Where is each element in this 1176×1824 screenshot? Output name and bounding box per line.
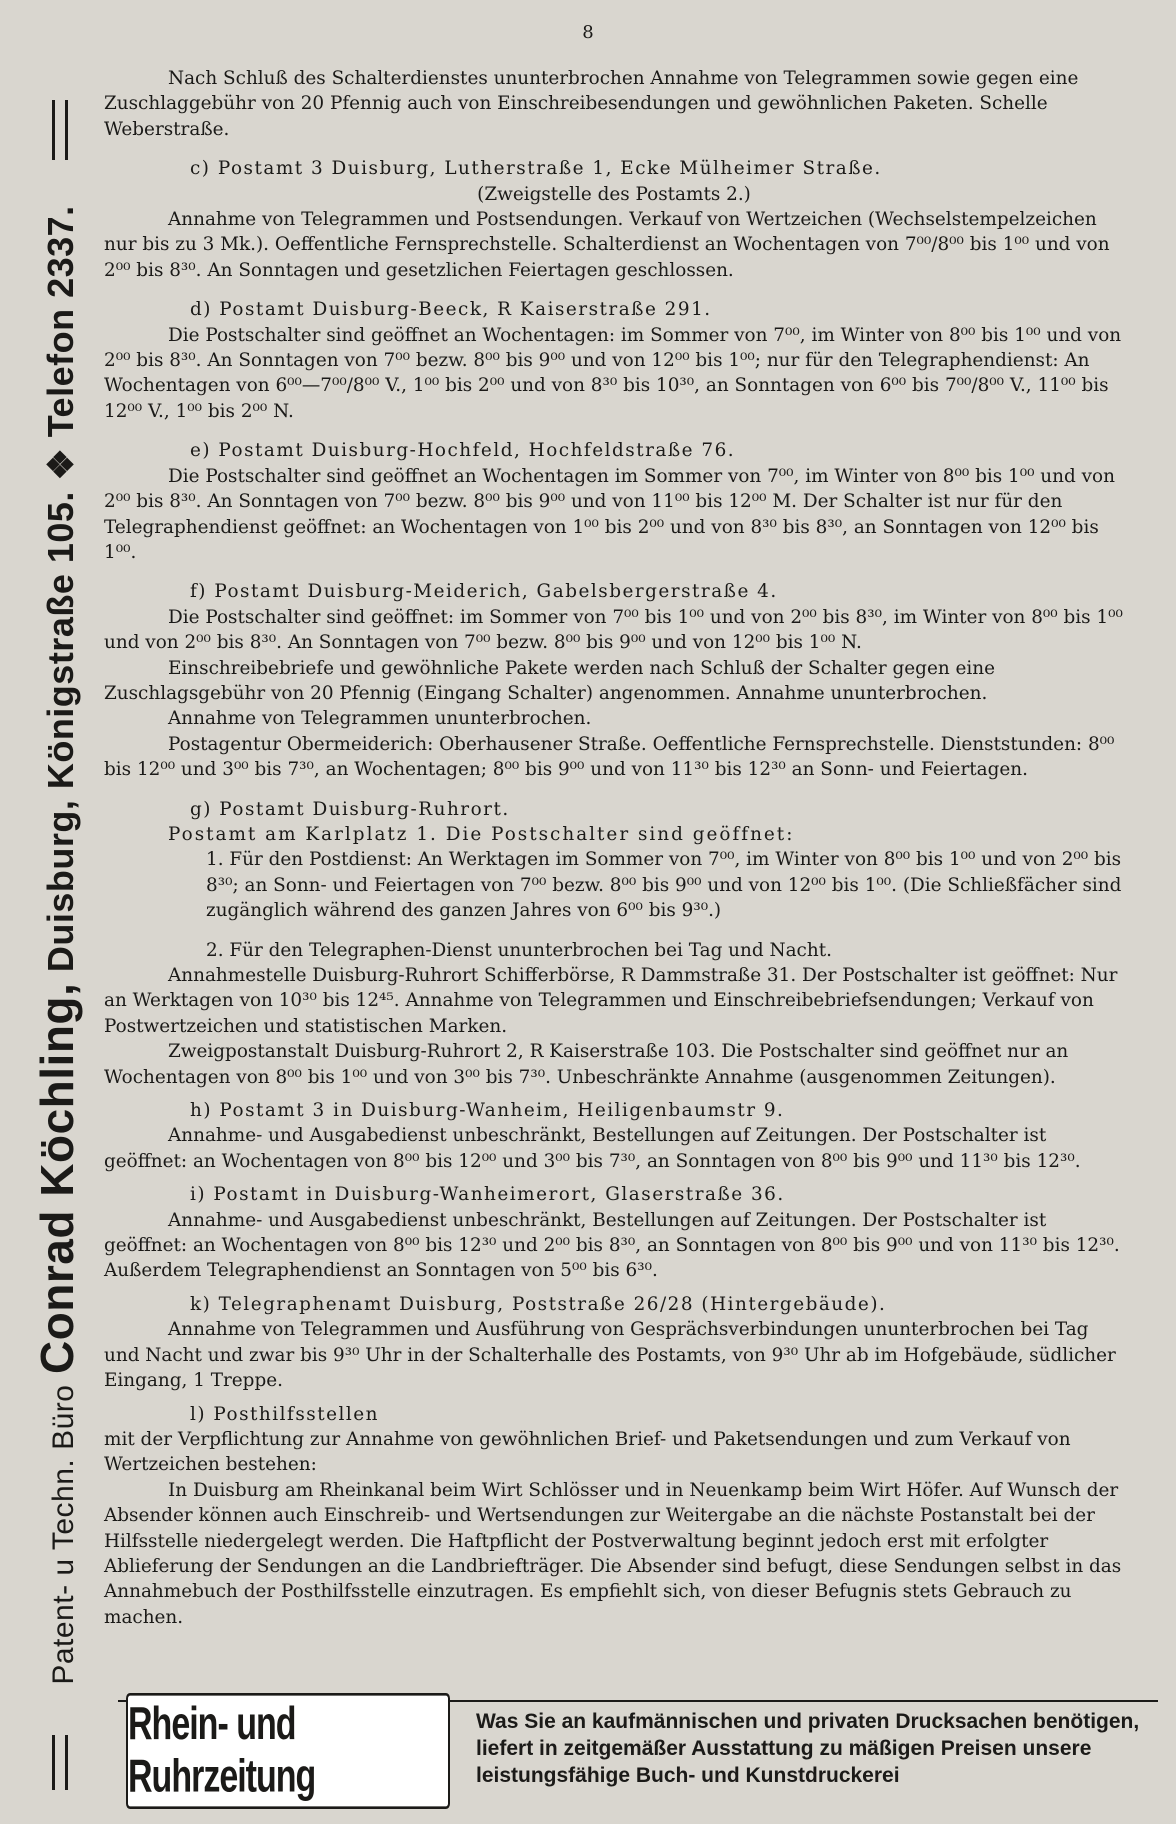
heading-f: f) Postamt Duisburg-Meiderich, Gabelsbergerstraße 4. [190,581,778,603]
heading-h: h) Postamt 3 in Duisburg-Wanheim, Heiligenbaumstr 9. [190,1100,785,1122]
paragraph-h: Annahme- und Ausgabedienst unbeschränkt, Bestellungen auf Zeitungen. Der Postschalter ist geöffnet: an Wochentagen von 8⁰⁰ bis 12⁰⁰ und 3⁰⁰ bis 7³⁰, an Sonntagen von 8⁰⁰ bis 9⁰⁰ und 11³⁰ bis 12³⁰. [104,1125,1081,1172]
heading-c: c) Postamt 3 Duisburg, Lutherstraße 1, Ecke Mülheimer Straße. [190,158,882,180]
advertisement-slogan: Was Sie an kaufmännischen und privaten Drucksachen benötigen, liefert in zeitgemäßer Ausstattung zu mäßigen Preisen unsere leistungsfähige Buch- und Kunstdruckerei [476,1710,1140,1787]
paragraph-g-2: Annahmestelle Duisburg-Ruhrort Schifferbörse, R Dammstraße 31. Der Postschalter ist geöffnet: Nur an Werktagen von 10³⁰ bis 12⁴⁵. Annahme von Telegrammen und Einschreibebriefsendungen; Verkauf von Postwertzeichen und statistischen Marken. [104,965,1118,1037]
heading-k: k) Telegraphenamt Duisburg, Poststraße 26/28 (Hintergebäude). [190,1293,887,1315]
paragraph-f-4: Postagentur Obermeiderich: Oberhausener Straße. Oeffentliche Fernsprechstelle. Dienststunden: 8⁰⁰ bis 12⁰⁰ und 3⁰⁰ bis 7³⁰, an Wochentagen; 8⁰⁰ bis 9⁰⁰ und von 11³⁰ bis 12³⁰ an Sonn- und Feiertagen. [104,733,1115,781]
main-text [104,66,1124,1630]
paragraph-c: Annahme von Telegrammen und Postsendungen. Verkauf von Wertzeichen (Wechselstempelzeichen nur bis zu 3 Mk.). Oeffentliche Fernsprechstelle. Schalterdienst an Wochentagen von 7⁰⁰/8⁰⁰ bis 1⁰⁰ und von 2⁰⁰ bis 8³⁰. An Sonntagen und gesetzlichen Feiertagen geschlossen. [104,209,1110,281]
side-rule-bottom [52,1735,68,1790]
side-rule-top [52,100,68,160]
subheading-c: (Zweigstelle des Postamts 2.) [477,183,751,205]
bottom-advertisement [118,1698,1158,1803]
paragraph-k: Annahme von Telegrammen und Ausführung von Gesprächsverbindungen ununterbrochen bei Tag und Nacht und zwar bis 9³⁰ Uhr in der Schalterhalle des Postamts, von 9³⁰ Uhr ab im Hofgebäude, südlicher Eingang, 1 Treppe. [104,1319,1116,1392]
paragraph-g-3: Zweigpostanstalt Duisburg-Ruhrort 2, R Kaiserstraße 103. Die Postschalter sind geöffnet nur an Wochentagen von 8⁰⁰ bis 1⁰⁰ und von 3⁰⁰ bis 7³⁰. Unbeschränkte Annahme (ausgenommen Zeitungen). [104,1041,1069,1088]
side-ad-separator: ❖ [40,447,81,481]
heading-l: l) Posthilfsstellen [190,1403,379,1425]
heading-i: i) Postamt in Duisburg-Wanheimerort, Glaserstraße 36. [190,1184,785,1206]
list-item-g-1: 1. Für den Postdienst: An Werktagen im Sommer von 7⁰⁰, im Winter von 8⁰⁰ bis 1⁰⁰ und von 2⁰⁰ bis 8³⁰; an Sonn- und Feiertagen von 7⁰⁰ bezw. 8⁰⁰ bis 9⁰⁰ und von 12⁰⁰ bis 1⁰⁰. (Die Schließfächer sind zugänglich während des ganzen Jahres von 6⁰⁰ bis 9³⁰.) [206,849,1122,922]
side-advertisement [22,100,92,1790]
side-ad-text [30,205,84,1684]
list-item-g-2: 2. Für den Telegraphen-Dienst ununterbrochen bei Tag und Nacht. [206,939,832,961]
paragraph-e: Die Postschalter sind geöffnet an Wochentagen im Sommer von 7⁰⁰, im Winter von 8⁰⁰ bis 1⁰⁰ und von 2⁰⁰ bis 8³⁰. An Sonntagen von 7⁰⁰ bezw. 8⁰⁰ bis 9⁰⁰ und von 11⁰⁰ bis 12⁰⁰ M. Der Schalter ist nur für den Telegraphendienst geöffnet: an Wochentagen von 1⁰⁰ bis 2⁰⁰ und von 8³⁰ bis 8³⁰, an Sonntagen von 12⁰⁰ bis 1⁰⁰. [104,465,1115,563]
page-number: 8 [582,22,594,43]
heading-g: g) Postamt Duisburg-Ruhrort. [190,798,510,820]
paragraph-intro: Nach Schluß des Schalterdienstes ununterbrochen Annahme von Telegrammen sowie gegen eine Zuschlaggebühr von 20 Pfennig auch von Einschreibesendungen und gewöhnlichen Paketen. Schelle Weberstraße. [104,68,1079,140]
heading-d: d) Postamt Duisburg-Beeck, R Kaiserstraße 291. [190,299,712,321]
heading-e: e) Postamt Duisburg-Hochfeld, Hochfeldstraße 76. [190,440,736,462]
side-ad-address: Duisburg, Königstraße 105. [40,491,81,973]
paragraph-d: Die Postschalter sind geöffnet an Wochentagen: im Sommer von 7⁰⁰, im Winter von 8⁰⁰ bis 1⁰⁰ und von 2⁰⁰ bis 8³⁰. An Sonntagen von 7⁰⁰ bezw. 8⁰⁰ bis 9⁰⁰ und von 12⁰⁰ bis 1⁰⁰; nur für den Telegraphendienst: An Wochentagen von 6⁰⁰—7⁰⁰/8⁰⁰ V., 1⁰⁰ bis 2⁰⁰ und von 8³⁰ bis 10³⁰, an Sonntagen von 6⁰⁰ bis 7⁰⁰/8⁰⁰ V., 11⁰⁰ bis 12⁰⁰ V., 1⁰⁰ bis 2⁰⁰ N. [104,324,1122,422]
paragraph-f-2: Einschreibebriefe und gewöhnliche Pakete werden nach Schluß der Schalter gegen eine Zuschlagsgebühr von 20 Pfennig (Eingang Schalter) angenommen. Annahme ununterbrochen. [104,657,996,704]
side-ad-name: Conrad Köchling, [31,982,83,1375]
side-ad-office: Patent- u Techn. Büro [47,1384,80,1685]
newspaper-logo: Rhein- und Ruhrzeitung [126,1693,450,1809]
side-ad-phone: Telefon 2337. [40,205,81,438]
paragraph-f-3: Annahme von Telegrammen ununterbrochen. [168,708,592,730]
paragraph-l-2: In Duisburg am Rheinkanal beim Wirt Schlösser und in Neuenkamp beim Wirt Höfer. Auf Wunsch der Absender können auch Einschreib- und Wertsendungen zur Weitergabe an die nächste Postanstalt bei der Hilfsstelle niedergelegt werden. Die Haftpflicht der Postverwaltung beginnt jedoch erst mit erfolgter Ablieferung der Sendungen an die Landbriefträger. Die Absender sind befugt, diese Sendungen selbst in das Annahmebuch der Posthilfsstelle einzutragen. Es empfiehlt sich, von dieser Befugnis stets Gebrauch zu machen. [104,1479,1122,1628]
paragraph-l-1: mit der Verpflichtung zur Annahme von gewöhnlichen Brief- und Paketsendungen und zum Verkauf von Wertzeichen bestehen: [104,1428,1071,1476]
paragraph-i: Annahme- und Ausgabedienst unbeschränkt, Bestellungen auf Zeitungen. Der Postschalter ist geöffnet: an Wochentagen von 8⁰⁰ bis 12³⁰ und 2⁰⁰ bis 8³⁰, an Sonntagen von 8⁰⁰ bis 9⁰⁰ und von 11³⁰ bis 12³⁰. Außerdem Telegraphendienst an Sonntagen von 5⁰⁰ bis 6³⁰. [104,1209,1120,1282]
paragraph-g-1: Postamt am Karlplatz 1. Die Postschalter sind geöffnet: [168,823,795,845]
paragraph-f-1: Die Postschalter sind geöffnet: im Sommer von 7⁰⁰ bis 1⁰⁰ und von 2⁰⁰ bis 8³⁰, im Winter von 8⁰⁰ bis 1⁰⁰ und von 2⁰⁰ bis 8³⁰. An Sonntagen von 7⁰⁰ bezw. 8⁰⁰ bis 9⁰⁰ und von 12⁰⁰ bis 1⁰⁰ N. [104,606,1123,654]
